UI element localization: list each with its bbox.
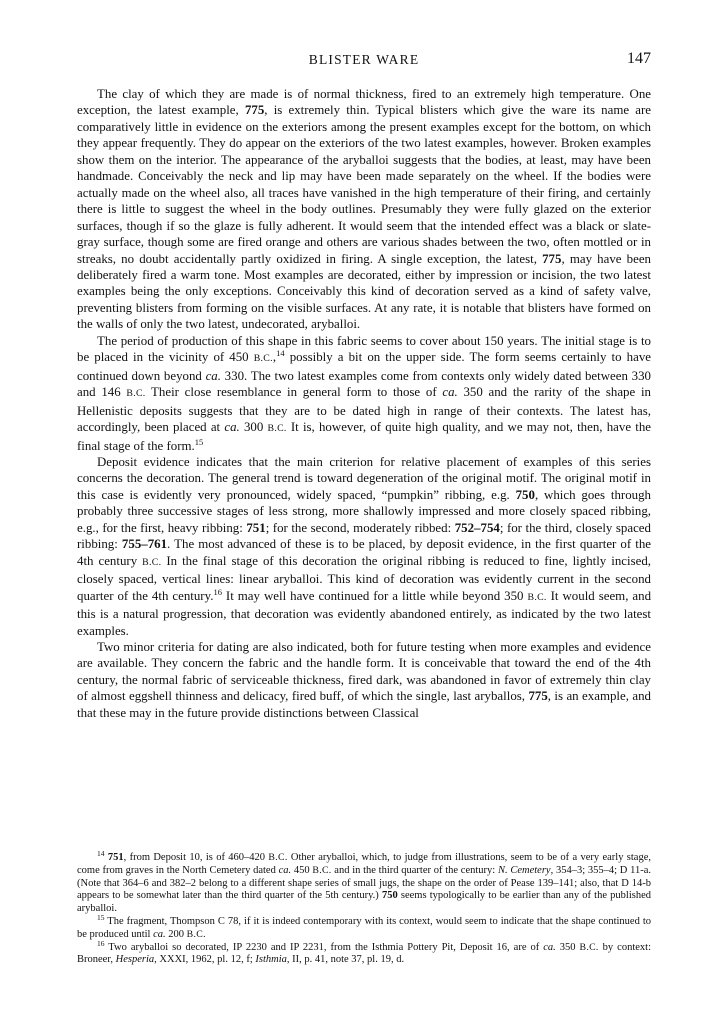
text-run: Deposit evidence indicates that the main criterion for relative placement of examples of this series concerns the decoration. The general trend is toward degeneration of the original motif. The original motif in this case is evidently very pronounced, widely spaced, “pumpkin” ribbing, e.g. (77, 454, 651, 502)
italic-text: ca. (205, 368, 221, 383)
paragraph (77, 454, 651, 639)
era-abbrev: B.C. (312, 864, 332, 876)
text-run: It is, however, of quite high quality, and we may not, then, have the final stage of the form. (77, 420, 652, 453)
italic-text: ca. (543, 941, 556, 953)
running-title: BLISTER WARE (308, 52, 420, 67)
footnote-number: 16 (97, 938, 105, 948)
paragraph (77, 639, 651, 721)
catalog-number: 752–754 (454, 520, 500, 535)
footnote (77, 938, 652, 968)
text-run: The period of production of this shape in this fabric seems to cover about 150 years. The initial stage is to be placed in the vicinity of 450 (77, 333, 651, 365)
text-run: 300 (239, 420, 268, 435)
text-run: , is an example, and that these may in the future provide distinctions between Classical (77, 689, 651, 720)
page-number: 147 (627, 50, 651, 67)
footnote (77, 849, 652, 916)
running-head (77, 50, 651, 72)
era-abbrev: B.C. (579, 941, 599, 953)
text-run: , which goes through probably three successive stages of less strong, more shallowly impressed and more closely spaced ribbing, e.g., for the first, heavy ribbing: (77, 487, 652, 535)
italic-text: ca. (278, 864, 292, 876)
italic-text: Hesperia (115, 954, 155, 966)
era-abbrev: B.C. (126, 388, 146, 400)
paragraph (77, 333, 651, 454)
text-run: by context: Broneer, (77, 941, 652, 966)
era-abbrev: B.C. (527, 591, 547, 603)
text-run: 350 (555, 941, 580, 953)
text-run: seems typologically to be earlier than any of the published aryballoi. (77, 890, 651, 915)
text-run: The fragment, Thompson C 78, if it is indeed contemporary with its context, would seem to indicate that the shape continued to be produced until (77, 915, 651, 940)
text-run: ; for the third, closely spaced ribbing: (77, 520, 651, 552)
catalog-number: 751 (107, 852, 124, 863)
text-run: Their close resemblance in general form to those of (145, 385, 443, 400)
era-abbrev: B.C. (268, 852, 288, 863)
text-run: . The most advanced of these is to be placed, by deposit evidence, in the first quarter of the 4th century (77, 537, 651, 568)
text-run: 330. The two latest examples come from contexts only widely dated between 330 and 146 (77, 368, 651, 400)
italic-text: N. Cemetery (497, 864, 551, 876)
text-run: In the final stage of this decoration the original ribbing is reduced to fine, lightly incised, closely spaced, vertical lines: linear aryballoi. This kind of decoration was evidently current in the second quarter of the 4th century. (77, 553, 651, 603)
text-run: , from Deposit 10, is of 460–420 (123, 852, 269, 863)
text-run: 450 (291, 864, 313, 876)
italic-text: ca. (224, 420, 240, 435)
text-run: It may well have continued for a little while beyond 350 (221, 588, 528, 603)
catalog-number: 750 (515, 487, 535, 502)
text-run: , 354–3; 355–4; D 11-a. (Note that 364–6 and 382–2 belong to a different shape series of small jugs, the shape on the order of Pease 139–141; also, that D 14-b appears to be somewhat later than the third quarter of the 5th century.) (77, 864, 651, 902)
text-run: Two aryballoi so decorated, IP 2230 and IP 2231, from the Isthmia Pottery Pit, Deposit 16, are of (104, 941, 544, 953)
text-run: It would seem, and this is a natural progression, that decoration was evidently abandoned entirely, as indicated by the two latest examples. (77, 588, 652, 638)
text-run: and in the third quarter of the century: (331, 864, 498, 876)
era-abbrev: B.C. (253, 353, 273, 365)
footnote-number: 15 (97, 912, 105, 922)
catalog-number: 750 (381, 890, 398, 902)
body-text (77, 86, 651, 721)
footnote (77, 912, 651, 942)
era-abbrev: B.C. (267, 423, 287, 435)
text-run: , XXXI, 1962, pl. 12, f; (154, 954, 256, 966)
footnote-ref: 16 (213, 586, 222, 597)
text-run: Other aryballoi, which, to judge from illustrations, seem to be of a very early stage, come from graves in the North Cemetery dated (77, 852, 652, 876)
text-run: ; for the second, moderately ribbed: (265, 520, 455, 535)
era-abbrev: B.C. (142, 556, 162, 568)
catalog-number: 751 (246, 520, 266, 535)
catalog-number: 775 (244, 103, 265, 118)
footnotes (77, 849, 652, 967)
italic-text: Isthmia (255, 954, 287, 966)
text-run: The clay of which they are made is of normal thickness, fired to an extremely high temperature. One exception, the latest example, (77, 87, 651, 118)
page (77, 50, 651, 721)
footnote-ref: 14 (276, 348, 285, 359)
footnote-ref: 15 (194, 436, 204, 447)
text-run: , may have been deliberately fired a warm tone. Most examples are decorated, either by impression or incision, the two latest examples being the only exceptions. Conceivably this kind of decoration served as a kind of safety valve, preventing blisters from forming on the visible surfaces. At any rate, it is notable that blisters have formed on the walls of only the two latest, undecorated, aryballoi. (77, 251, 651, 332)
italic-text: ca. (153, 928, 166, 940)
catalog-number: 775 (542, 251, 562, 266)
text-run: , II, p. 41, note 37, pl. 19, d. (286, 954, 405, 966)
text-run: 200 (165, 928, 187, 940)
italic-text: ca. (442, 385, 458, 400)
text-run: , is extremely thin. Typical blisters which give the ware its name are comparatively little in evidence on the exteriors among the present examples except for the bottom, on which they appear frequently. They do appear on the exteriors of the two latest examples, however. Broken examples show them on the interior. The appearance of the aryballoi suggests that the bodies, at least, may have been handmade. Conceivably the neck and lip may have been made separately on the wheel. If the bodies were actually made on the wheel also, all traces have vanished in the high temperature of their firing, and certainly there is little to suggest the wheel in the body outlines. Presumably they were fully glazed on the exterior surfaces, though if so the glaze is fully adherent. It would seem that the intended effect was a black or slate-gray surface, though some are fired orange and others are various shades between the two, often mottled or in streaks, no doubt accidentally partly oxidized in firing. A single exception, the latest, (77, 103, 651, 266)
text-run: Two minor criteria for dating are also indicated, both for future testing when more examples and evidence are available. They concern the fabric and the handle form. It is conceivable that toward the end of the 4th century, the normal fabric of serviceable thickness, fired dark, was abandoned in favor of extremely thin clay of almost eggshell thinness and delicacy, fired buff, of which the single, last aryballos, (77, 639, 651, 704)
text-run: possibly a bit on the upper side. The form seems certainly to have continued down beyond (77, 350, 651, 383)
footnote-number: 14 (97, 849, 105, 858)
text-run: , (272, 350, 277, 365)
paragraph (77, 86, 651, 333)
era-abbrev: B.C. (186, 928, 206, 940)
catalog-number: 775 (528, 689, 548, 704)
text-run: 350 and the rarity of the shape in Hellenistic deposits suggests that they are to be dated high in range of their contexts. The latest has, accordingly, been placed at (77, 385, 651, 435)
catalog-number: 755–761 (121, 537, 168, 552)
